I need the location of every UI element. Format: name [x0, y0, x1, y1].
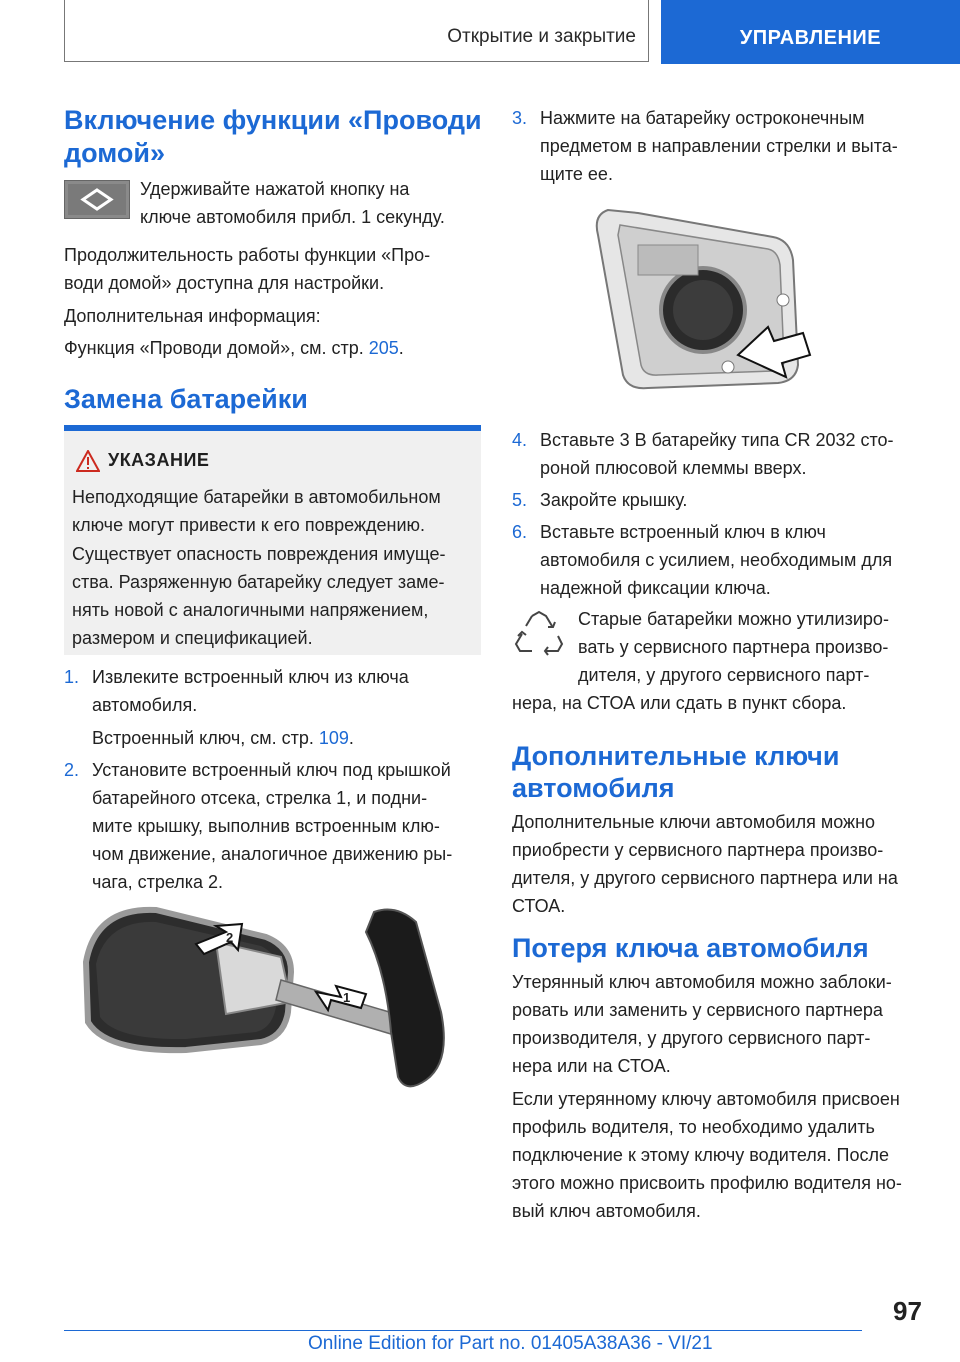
step-1-page-link[interactable]: 109	[318, 728, 349, 748]
footer-divider	[64, 1330, 862, 1331]
figure-label-2: 2	[226, 930, 234, 945]
recycle-line: вать у сервисного партнера произво-	[578, 637, 889, 657]
step-4-number: 4.	[512, 430, 528, 450]
step-1-reference-dot: .	[348, 728, 354, 748]
function-reference	[64, 334, 404, 363]
recycle-line-last: нера, на СТОА или сдать в пункт сбора.	[512, 693, 847, 713]
heading-battery-replacement: Замена батарейки	[64, 384, 308, 414]
heading-lost-key: Потеря ключа автомобиля	[512, 933, 869, 963]
notice-title: УКАЗАНИЕ	[108, 450, 210, 470]
step-4-line: роной плюсовой клеммы вверх.	[540, 458, 807, 478]
step-6-line: Вставьте встроенный ключ в ключ	[540, 522, 826, 542]
step-5-number: 5.	[512, 490, 528, 510]
additional-info-label: Дополнительная информация:	[64, 306, 321, 326]
header-section-title: Открытие и закрытие	[447, 26, 636, 47]
step-6-line: автомобиля с усилием, необходимым для	[540, 550, 893, 570]
step-2-line: чага, стрелка 2.	[92, 872, 224, 892]
step-6-number: 6.	[512, 522, 528, 542]
function-page-link[interactable]: 205	[368, 338, 399, 358]
step-2-line: мите крышку, выполнив встроенным клю-	[92, 816, 440, 836]
notice-line: Существует опасность повреждения имуще-	[72, 544, 446, 564]
duration-line-1: Продолжительность работы функции «Про-	[64, 245, 431, 265]
step-2-line: чом движение, аналогичное движению ры-	[92, 844, 453, 864]
notice-line: размером и спецификацией.	[72, 628, 313, 648]
duration-line-2: води домой» доступна для настройки.	[64, 273, 385, 293]
footer-edition: Online Edition for Part no. 01405A38A36 - VI/21	[308, 1333, 713, 1354]
function-reference-dot: .	[398, 338, 404, 358]
page-number: 97	[893, 1296, 922, 1326]
step-3-line: Нажмите на батарейку остроконечным	[540, 108, 865, 128]
function-reference-text: Функция «Проводи домой», см. стр.	[64, 338, 369, 358]
lost-key-line: нера или на СТОА.	[512, 1056, 671, 1076]
instruction-line-2: ключе автомобиля прибл. 1 секунду.	[140, 207, 445, 227]
instruction-line-1: Удерживайте нажатой кнопку на	[140, 179, 410, 199]
warning-icon	[76, 450, 100, 472]
notice-line: ключе могут привести к его повреждению.	[72, 515, 426, 535]
profile-line: вый ключ автомобиля.	[512, 1201, 701, 1221]
step-1-number: 1.	[64, 667, 80, 687]
notice-line: ства. Разряженную батарейку следует заме-	[72, 572, 445, 592]
additional-keys-line: Дополнительные ключи автомобиля можно	[512, 812, 876, 832]
header-chapter-title: УПРАВЛЕНИЕ	[739, 27, 882, 49]
profile-line: этого можно присвоить профилю водителя но-	[512, 1173, 902, 1193]
battery-removal-illustration	[578, 205, 818, 395]
step-3-line: щите ее.	[540, 164, 613, 184]
step-2-line: Установите встроенный ключ под крышкой	[92, 760, 451, 780]
notice-line: Неподходящие батарейки в автомобильном	[72, 487, 441, 507]
profile-line: подключение к этому ключу водителя. После	[512, 1145, 890, 1165]
step-3-number: 3.	[512, 108, 528, 128]
additional-keys-line: дителя, у другого сервисного партнера или на	[512, 868, 898, 888]
step-4-line: Вставьте 3 В батарейку типа CR 2032 сто-	[540, 430, 894, 450]
step-5-line: Закройте крышку.	[540, 490, 688, 510]
step-6-line: надежной фиксации ключа.	[540, 578, 771, 598]
key-removal-illustration	[66, 902, 476, 1102]
figure-label-1: 1	[343, 990, 351, 1005]
key-button-icon	[64, 180, 130, 219]
step-3-line: предметом в направлении стрелки и выта-	[540, 136, 898, 156]
header-section-box	[64, 0, 649, 62]
step-2-line: батарейного отсека, стрелка 1, и подни-	[92, 788, 428, 808]
lost-key-line: производителя, у другого сервисного парт-	[512, 1028, 871, 1048]
notice-line: нять новой с аналогичными напряжением,	[72, 600, 429, 620]
profile-line: профиль водителя, то необходимо удалить	[512, 1117, 875, 1137]
step-1-line-1: Извлеките встроенный ключ из ключа	[92, 667, 409, 687]
step-1-line-2: автомобиля.	[92, 695, 198, 715]
lost-key-line: Утерянный ключ автомобиля можно заблоки-	[512, 972, 892, 992]
header-chapter-tab	[661, 0, 960, 64]
additional-keys-line: СТОА.	[512, 896, 566, 916]
heading-follow-me-home: Включение функции «Проводи домой»	[64, 105, 482, 168]
step-1-reference-text: Встроенный ключ, см. стр.	[92, 728, 319, 748]
recycle-icon	[512, 610, 566, 660]
lost-key-line: ровать или заменить у сервисного партнера	[512, 1000, 883, 1020]
heading-additional-keys-2: автомобиля	[512, 773, 675, 803]
step-2-number: 2.	[64, 760, 80, 780]
profile-line: Если утерянному ключу автомобиля присвоен	[512, 1089, 900, 1109]
recycle-line: Старые батарейки можно утилизиро-	[578, 609, 889, 629]
additional-keys-line: приобрести у сервисного партнера произво-	[512, 840, 884, 860]
recycle-line: дителя, у другого сервисного парт-	[578, 665, 870, 685]
heading-additional-keys-1: Дополнительные ключи	[512, 741, 840, 771]
step-1-reference	[92, 724, 354, 753]
